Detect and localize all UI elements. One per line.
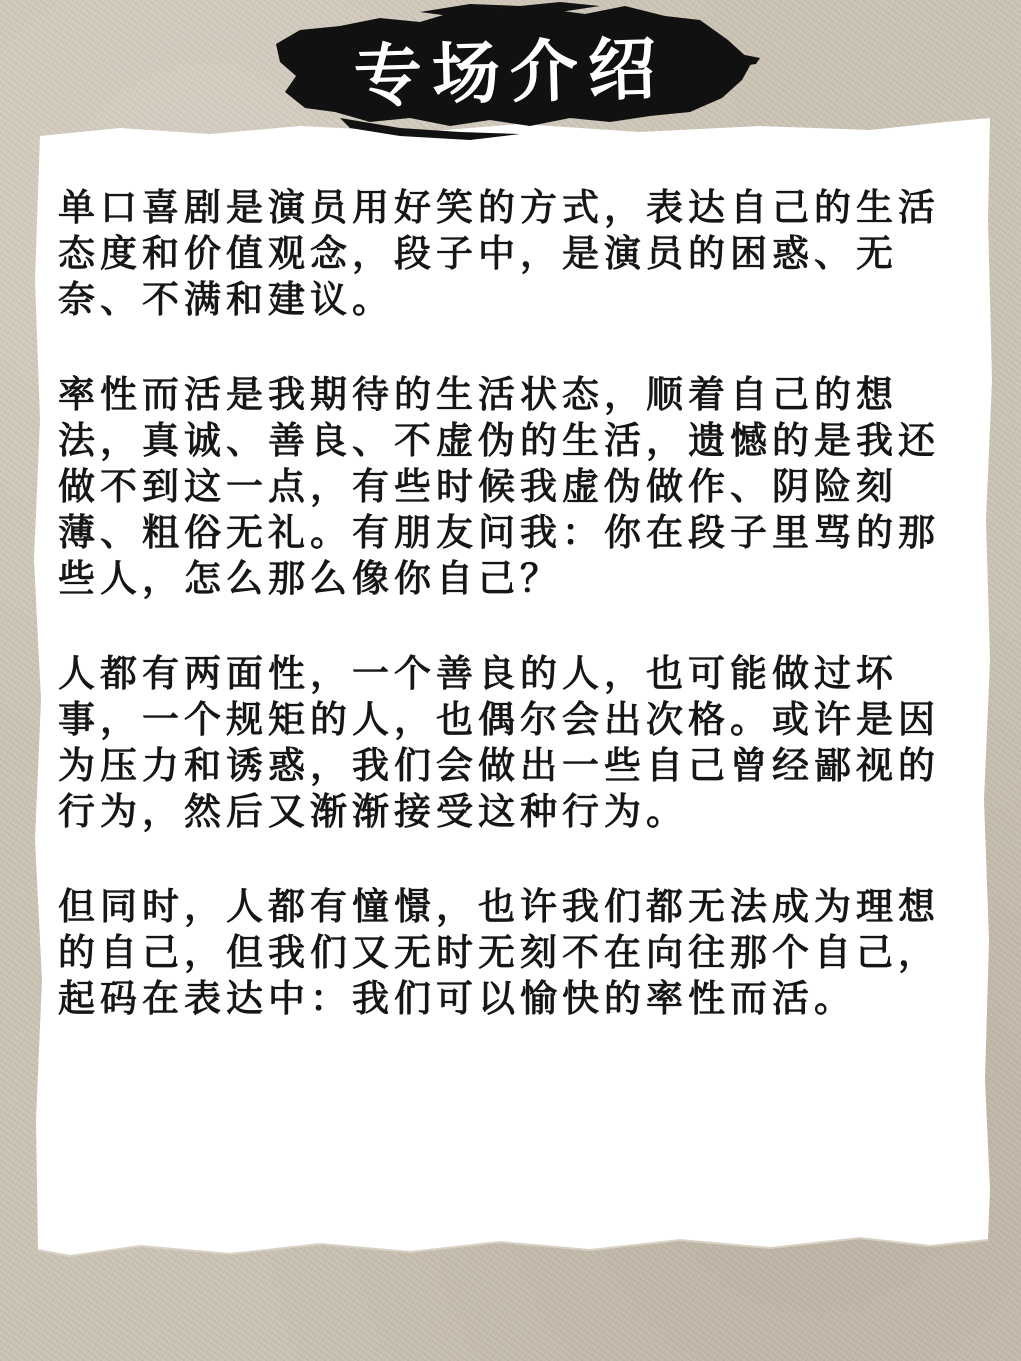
page-title: 专场介绍: [352, 28, 667, 118]
paragraph-1: 单口喜剧是演员用好笑的方式，表达自己的生活态度和价值观念，段子中，是演员的困惑、无奈、不满和建议。: [58, 185, 940, 321]
paragraph-3: 人都有两面性，一个善良的人，也可能做过坏事，一个规矩的人，也偶尔会出次格。或许是因为压力和诱惑，我们会做出一些自己曾经鄙视的行为，然后又渐渐接受这种行为。: [58, 651, 940, 833]
intro-text-body: [58, 184, 980, 1070]
paragraph-4: 但同时，人都有憧憬，也许我们都无法成为理想的自己，但我们又无时无刻不在向往那个自己，起码在表达中：我们可以愉快的率性而活。: [58, 884, 940, 1020]
paragraph-2: 率性而活是我期待的生活状态，顺着自己的想法，真诚、善良、不虚伪的生活，遗憾的是我还做不到这一点，有些时候我虚伪做作、阴险刻薄、粗俗无礼。有朋友问我：你在段子里骂的那些人，怎么那么像你自己？: [58, 372, 940, 600]
